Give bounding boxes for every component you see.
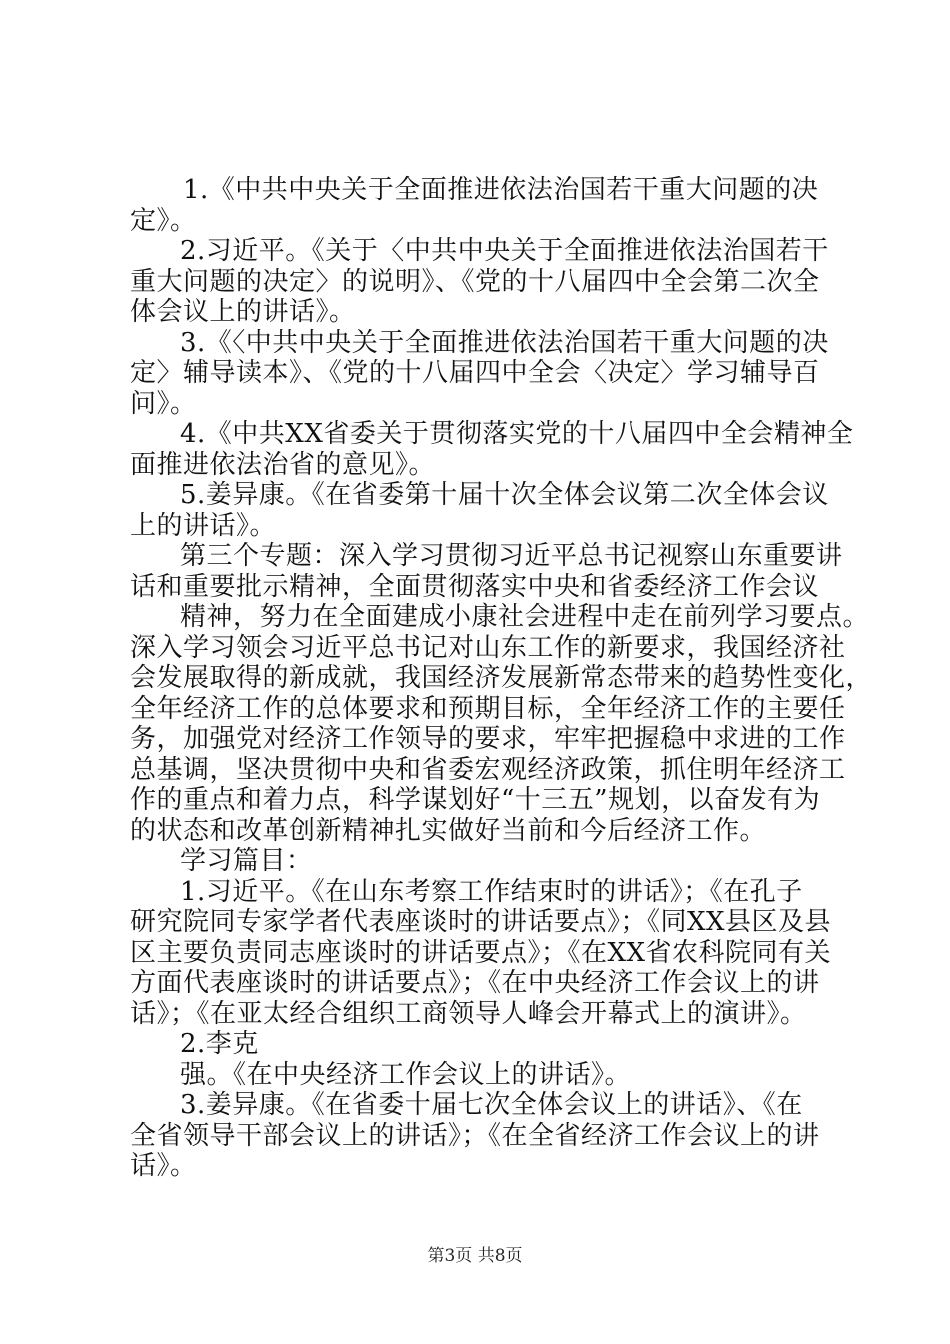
page-footer bbox=[0, 1245, 950, 1267]
text-line: 强。《在中央经济工作会议上的讲话》。 bbox=[180, 1060, 632, 1090]
text-line: 的状态和改革创新精神扎实做好当前和今后经济工作。 bbox=[130, 816, 767, 846]
text-line: 面推进依法治省的意见》。 bbox=[130, 450, 436, 480]
text-line: 区主要负责同志座谈时的讲话要点》；《在XX省农科院同有关 bbox=[130, 938, 832, 968]
section-heading-line: 第三个专题：深入学习贯彻习近平总书记视察山东重要讲 bbox=[180, 541, 843, 571]
text-line: 体会议上的讲话》。 bbox=[130, 297, 356, 327]
text-line: 深入学习领会习近平总书记对山东工作的新要求，我国经济社 bbox=[130, 633, 846, 663]
text-line: 总基调，坚决贯彻中央和省委宏观经济政策，抓住明年经济工 bbox=[130, 755, 846, 785]
text-line: 1.《中共中央关于全面推进依法治国若干重大问题的决 bbox=[183, 175, 819, 205]
text-line: 上的讲话》。 bbox=[130, 511, 277, 541]
text-line: 话》；《在亚太经合组织工商领导人峰会开幕式上的演讲》。 bbox=[130, 999, 807, 1029]
text-line: 3.姜异康。《在省委十届七次全体会议上的讲话》、《在 bbox=[180, 1090, 803, 1120]
text-line: 3.《〈中共中央关于全面推进依法治国若干重大问题的决 bbox=[180, 328, 829, 358]
text-line: 重大问题的决定〉的说明》、《党的十八届四中全会第二次全 bbox=[130, 267, 820, 297]
section-heading-line: 精神，努力在全面建成小康社会进程中走在前列学习要点。 bbox=[180, 602, 870, 632]
text-line: 2.李克 bbox=[180, 1029, 259, 1059]
text-line: 作的重点和着力点，科学谋划好“十三五”规划，以奋发有为 bbox=[130, 785, 821, 815]
text-line: 会发展取得的新成就，我国经济发展新常态带来的趋势性变化， bbox=[130, 663, 873, 693]
text-line: 全年经济工作的总体要求和预期目标，全年经济工作的主要任 bbox=[130, 694, 846, 724]
text-line: 定〉辅导读本》、《党的十八届四中全会〈决定〉学习辅导百 bbox=[130, 358, 820, 388]
text-line: 定》。 bbox=[130, 206, 197, 236]
text-line: 话》。 bbox=[130, 1151, 197, 1181]
text-line: 务，加强党对经济工作领导的要求，牢牢把握稳中求进的工作 bbox=[130, 724, 846, 754]
text-line: 5.姜异康。《在省委第十届十次全体会议第二次全体会议 bbox=[180, 480, 829, 510]
text-line: 研究院同专家学者代表座谈时的讲话要点》；《同XX县区及县 bbox=[130, 907, 832, 937]
subheading-line: 学习篇目： bbox=[180, 846, 313, 876]
text-line: 全省领导干部会议上的讲话》；《在全省经济工作会议上的讲 bbox=[130, 1121, 820, 1151]
text-line: 2.习近平。《关于〈中共中央关于全面推进依法治国若干 bbox=[180, 236, 829, 266]
text-line: 方面代表座谈时的讲话要点》；《在中央经济工作会议上的讲 bbox=[130, 968, 820, 998]
text-line: 问》。 bbox=[130, 389, 197, 419]
text-line: 4.《中共XX省委关于贯彻落实党的十八届四中全会精神全 bbox=[180, 419, 854, 449]
page-number: 第3页 共8页 bbox=[427, 1246, 523, 1266]
section-heading-line: 话和重要批示精神，全面贯彻落实中央和省委经济工作会议 bbox=[130, 572, 820, 602]
text-line: 1.习近平。《在山东考察工作结束时的讲话》；《在孔子 bbox=[180, 877, 803, 907]
